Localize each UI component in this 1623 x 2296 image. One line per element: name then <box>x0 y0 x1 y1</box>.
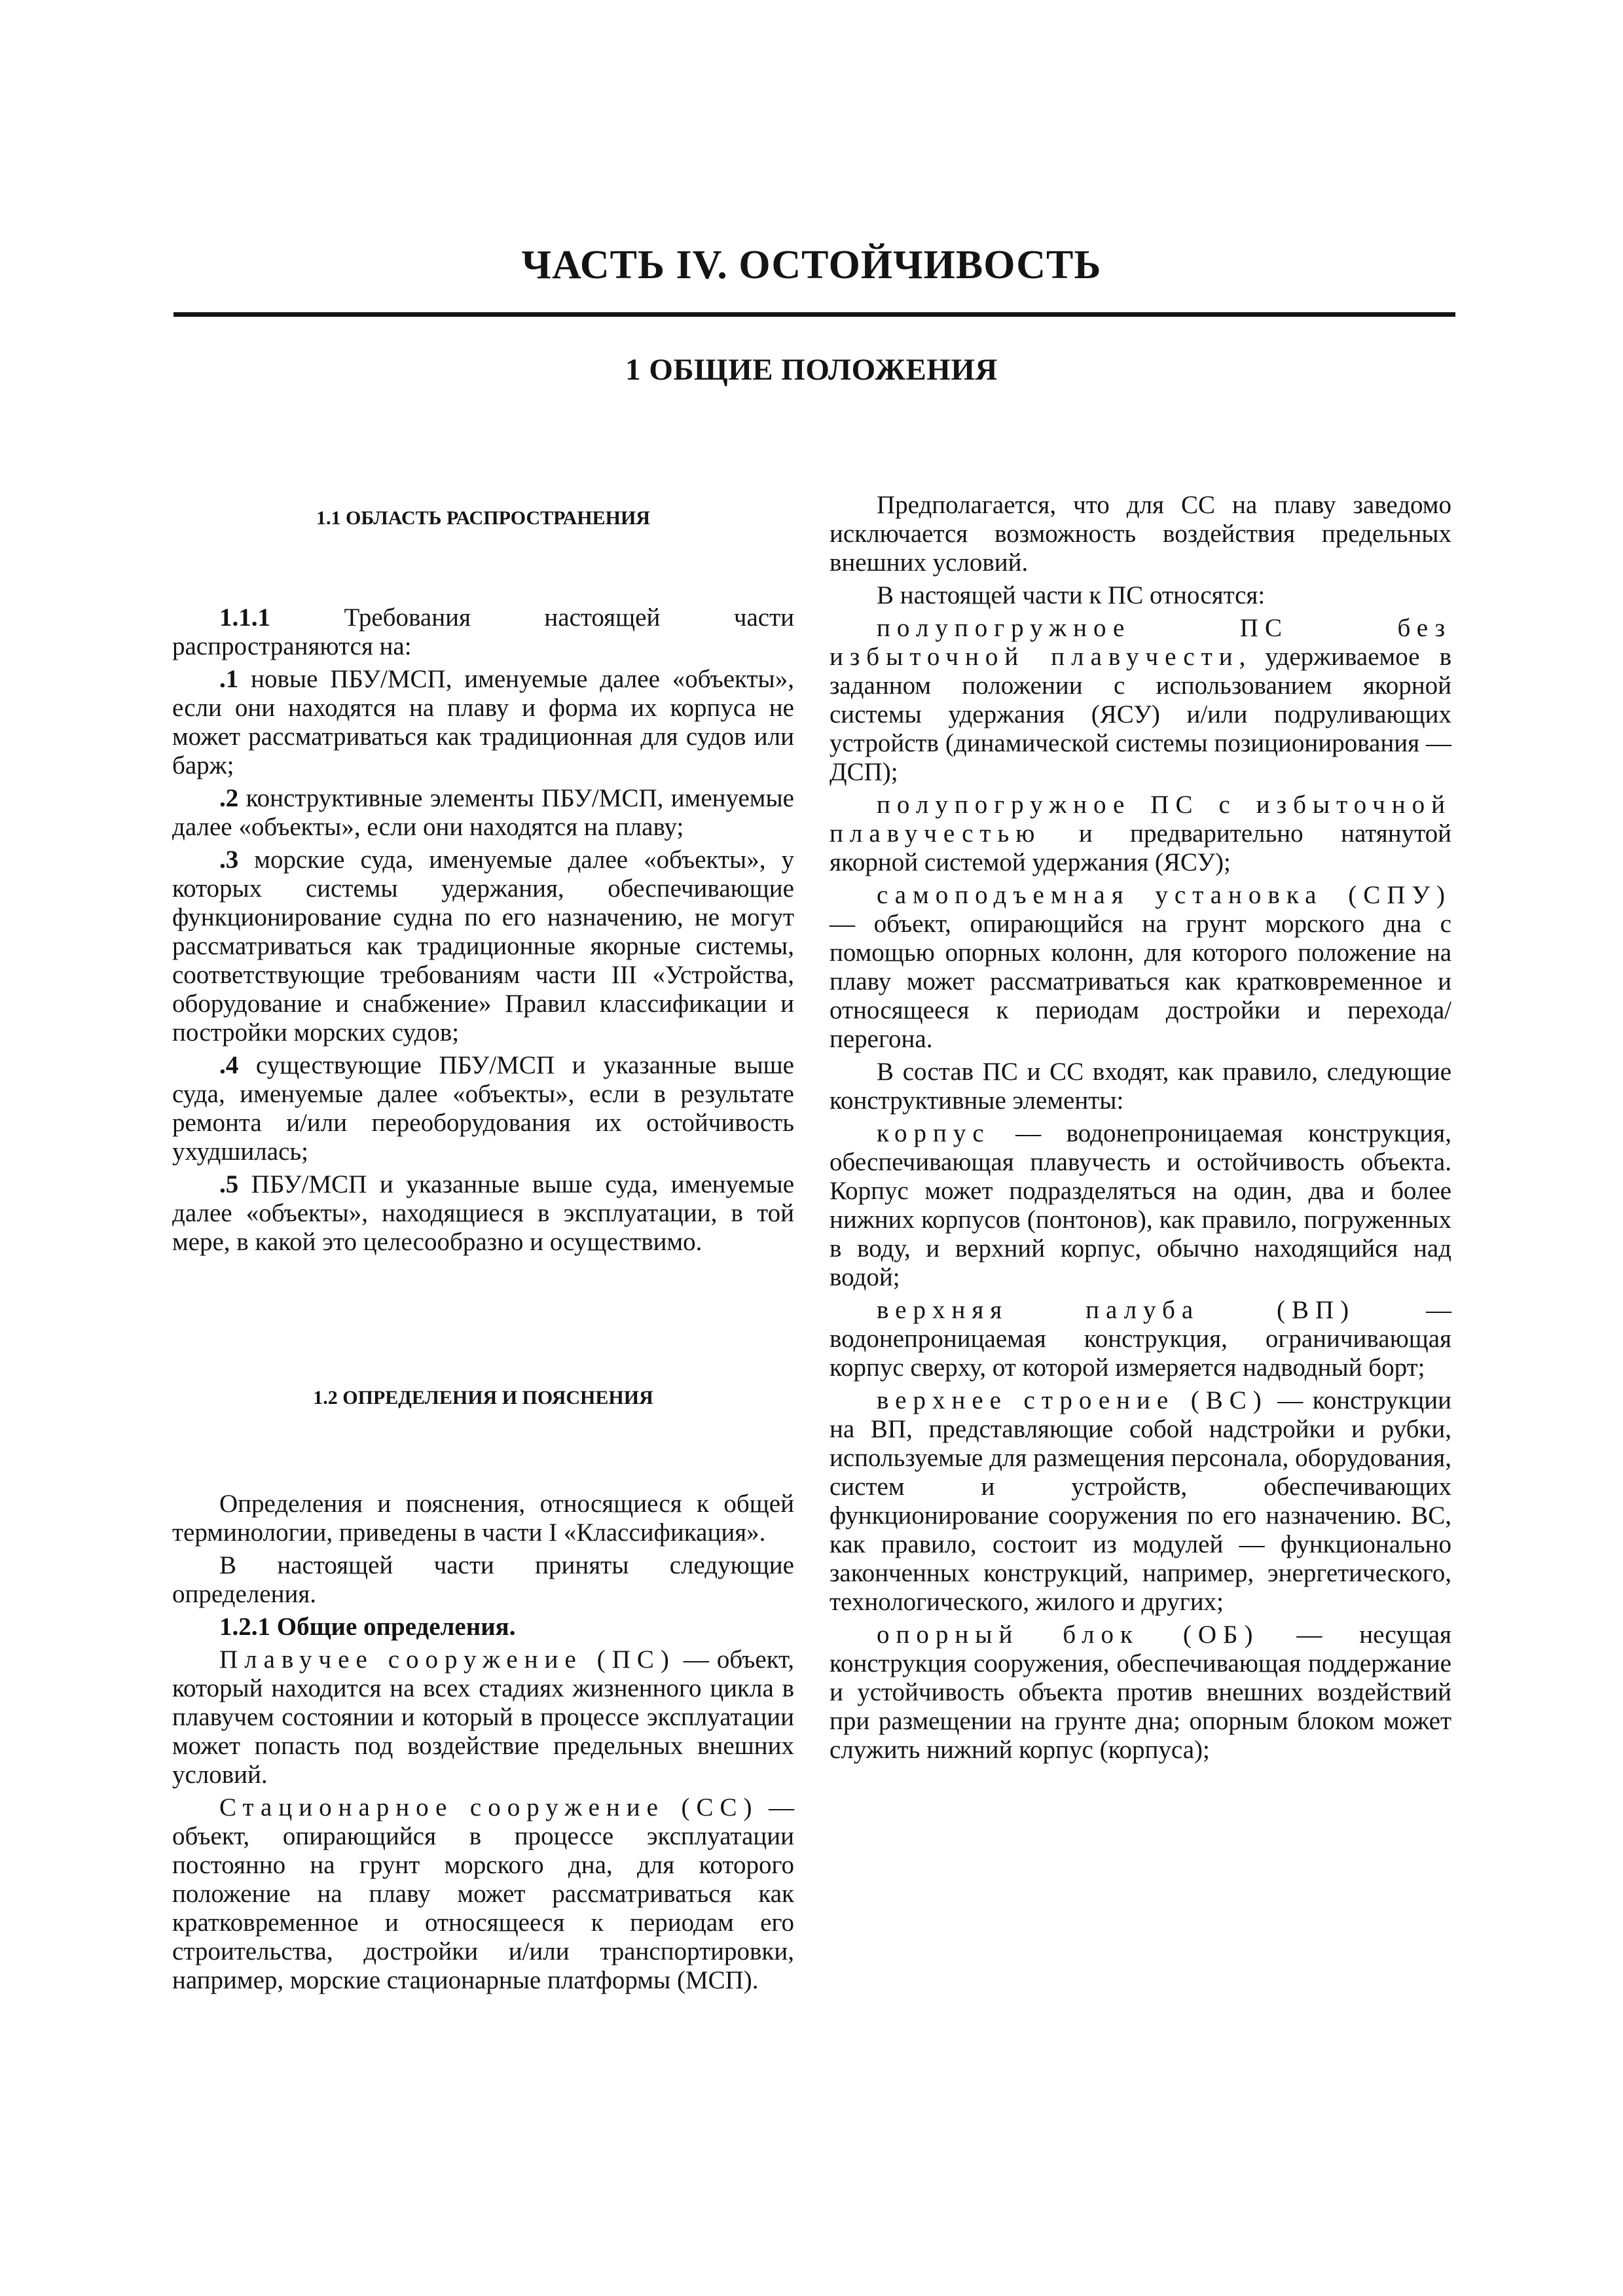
term: корпус <box>877 1119 991 1147</box>
term: самоподъемная установка (СПУ) <box>877 881 1451 909</box>
right-column <box>830 491 1451 1768</box>
list-item: .4 существующие ПБУ/МСП и указанные выше суда, именуемые далее «объекты», если в результате ремонта и/или переоборудования их остойчивость ухудшилась; <box>172 1051 794 1166</box>
term: Стационарное сооружение (СС) <box>219 1793 759 1821</box>
section-1-1-title: 1.1 ОБЛАСТЬ РАСПРОСТРАНЕНИЯ <box>316 507 650 529</box>
section-1-2-title: 1.2 ОПРЕДЕЛЕНИЯ И ПОЯСНЕНИЯ <box>313 1387 653 1408</box>
term: опорный блок (ОБ) <box>877 1621 1260 1649</box>
list-item: .5 ПБУ/МСП и указанные выше суда, именуемые далее «объекты», находящиеся в эксплуатации, в той мере, в какой это целесообразно и осуществимо. <box>172 1170 794 1256</box>
term: полупогружное ПС без избыточной плавучести <box>830 614 1451 671</box>
list-item: .1 новые ПБУ/МСП, именуемые далее «объекты», если они находятся на плаву и форма их корпуса не может рассматриваться как традиционная для судов или барж; <box>172 665 794 780</box>
list-item: .3 морские суда, именуемые далее «объекты», у которых системы удержания, обеспечивающие функционирование судна по его назначению, не могут рассматриваться как традиционные якорные системы, соответствующие требованиям части III «Устройства, оборудование и снабжение» Правил классификации и постройки морских судов; <box>172 846 794 1047</box>
definition-semi-submersible-1: полупогружное ПС без избыточной плавучести, удерживаемое в заданном положении с использованием якорной системы удержания (ЯСУ) и/или подруливающих устройств (динамической системы позиционирования — ДСП); <box>830 614 1451 786</box>
chapter-title: 1 ОБЩИЕ ПОЛОЖЕНИЯ <box>625 353 998 387</box>
paragraph: В состав ПС и СС входят, как правило, следующие конструктивные элементы: <box>830 1058 1451 1115</box>
term: Плавучее сооружение (ПС) <box>219 1645 676 1674</box>
definition-ss: Стационарное сооружение (СС) — объект, опирающийся в процессе эксплуатации постоянно на грунт морского дна, для которого положение на плаву может рассматриваться как кратковременное и относящееся к периодам его строительства, достройки и/или транспортировки, например, морские стационарные платформы (МСП). <box>172 1793 795 1994</box>
definition-vp: верхняя палуба (ВП) — водонепроницаемая конструкция, ограничивающая корпус сверху, от которой измеряется надводный борт; <box>830 1296 1451 1382</box>
left-column <box>172 491 794 1999</box>
paragraph: В настоящей части приняты следующие определения. <box>172 1551 794 1608</box>
definition-semi-submersible-2: полупогружное ПС с избыточной плавучестью и предварительно натянутой якорной системой удержания (ЯСУ); <box>830 791 1451 876</box>
term: верхнее строение (ВС) <box>877 1386 1268 1414</box>
title-rule <box>173 312 1455 317</box>
paragraph: В настоящей части к ПС относятся: <box>877 581 1266 609</box>
definition-korpus: корпус — водонепроницаемая конструкция, обеспечивающая плавучесть и остойчивость объекта. Корпус может подразделяться на один, два и более нижних корпусов (понтонов), как правило, погруженных в воду, и верхний корпус, обычно находящийся над водой; <box>830 1119 1451 1291</box>
definition-ps: Плавучее сооружение (ПС) — объект, который находится на всех стадиях жизненного цикла в плавучем состоянии и который в процессе эксплуатации может попасть под воздействие предельных внешних условий. <box>172 1645 794 1789</box>
term: полупогружное ПС с избыточной плавучестью <box>830 791 1451 848</box>
term: верхняя палуба (ВП) <box>877 1296 1356 1324</box>
paragraph: Определения и пояснения, относящиеся к общей терминологии, приведены в части I «Классификация». <box>172 1490 794 1547</box>
list-item: .2 конструктивные элементы ПБУ/МСП, именуемые далее «объекты», если они находятся на плаву; <box>172 784 794 841</box>
definition-ob: опорный блок (ОБ) — несущая конструкция сооружения, обеспечивающая поддержание и устойчивость объекта против внешних воздействий при размещении на грунте дна; опорным блоком может служить нижний корпус (корпуса); <box>830 1621 1451 1764</box>
clause-number: 1.1.1 <box>219 603 270 632</box>
paragraph: Предполагается, что для СС на плаву заведомо исключается возможность воздействия предельных внешних условий. <box>830 491 1451 577</box>
paragraph-1-1-1: 1.1.1 Требования настоящей части распространяются на: <box>172 603 794 660</box>
subsection-title: 1.2.1 Общие определения. <box>219 1613 516 1641</box>
definition-spu: самоподъемная установка (СПУ) — объект, опирающийся на грунт морского дна с помощью опорных колонн, для которого положение на плаву может рассматриваться как кратковременное и относящееся к периодам достройки и перехода/перегона. <box>830 881 1451 1053</box>
part-title: ЧАСТЬ IV. ОСТОЙЧИВОСТЬ <box>521 243 1102 287</box>
definition-vs: верхнее строение (ВС) — конструкции на ВП, представляющие собой надстройки и рубки, используемые для размещения персонала, оборудования, систем и устройств, обеспечивающих функционирование сооружения по его назначению. ВС, как правило, состоит из модулей — функционально законченных конструкций, например, энергетического, технологического, жилого и других; <box>830 1386 1451 1616</box>
